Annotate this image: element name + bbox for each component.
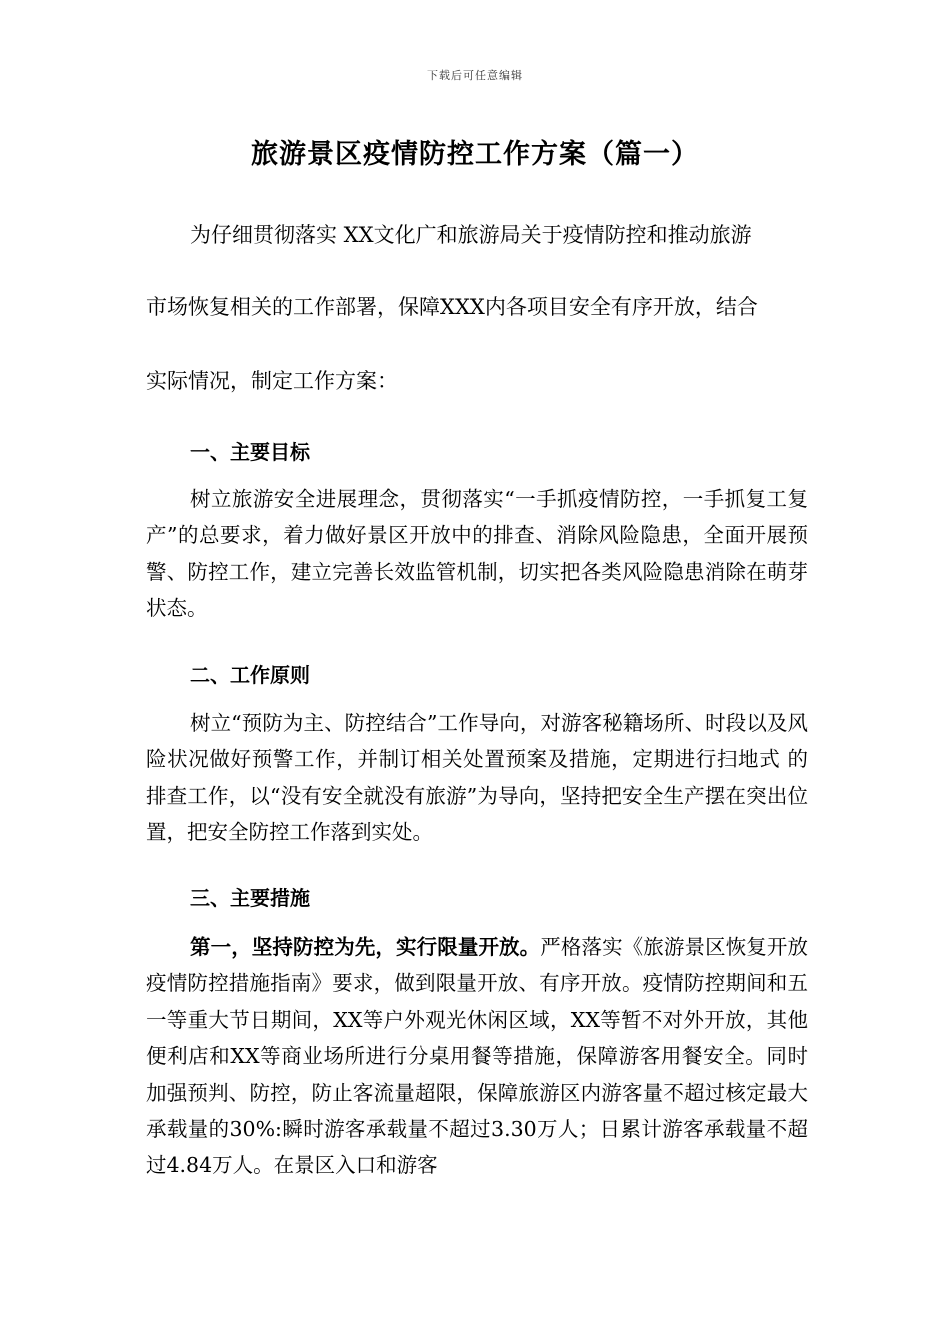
measure-lead: 第一，坚持防控为先，实行限量开放。	[190, 935, 541, 959]
intro-line-2: 市场恢复相关的工作部署，保障XXX内各项目安全有序开放，结合	[146, 295, 758, 319]
intro-line-3: 实际情况，制定工作方案：	[146, 369, 398, 393]
section-text-measures	[146, 929, 808, 1184]
section-text-principles: 树立“预防为主、防控结合”工作导向，对游客秘籍场所、时段以及风险状况做好预警工作，并制订相关处置预案及措施，定期进行扫地式 的排查工作，以“没有安全就没有旅游”为导向，坚持把安全生产摆在突出位置，把安全防控工作落到实处。	[146, 711, 808, 845]
page-title: 旅游景区疫情防控工作方案（篇一）	[251, 139, 699, 170]
header-note: 下载后可任意编辑	[427, 69, 523, 82]
measure-body: 严格落实《旅游景区恢复开放疫情防控措施指南》要求，做到限量开放、有序开放。疫情防控期间和五一等重大节日期间，XX等户外观光休闲区域，XX等暂不对外开放，其他便利店和XX等商业场所进行分桌用餐等措施，保障游客用餐安全。同时加强预判、防控，防止客流量超限，保障旅游区内游客量不超过核定最大承载量的30%:瞬时游客承载量不超过3.30万人；日累计游客承载量不超过4.84万人。在景区入口和游客	[146, 935, 809, 1178]
section-text-goals: 树立旅游安全进展理念，贯彻落实“一手抓疫情防控，一手抓复工复产”的总要求，着力做好景区开放中的排查、消除风险隐患，全面开展预警、防控工作，建立完善长效监管机制，切实把各类风险隐患消除在萌芽状态。	[146, 487, 808, 621]
section-heading-goals: 一、主要目标	[190, 440, 310, 464]
intro-line-1: 为仔细贯彻落实 XX文化广和旅游局关于疫情防控和推动旅游	[190, 223, 752, 247]
section-heading-principles: 二、工作原则	[190, 663, 310, 687]
section-heading-measures: 三、主要措施	[190, 886, 310, 910]
